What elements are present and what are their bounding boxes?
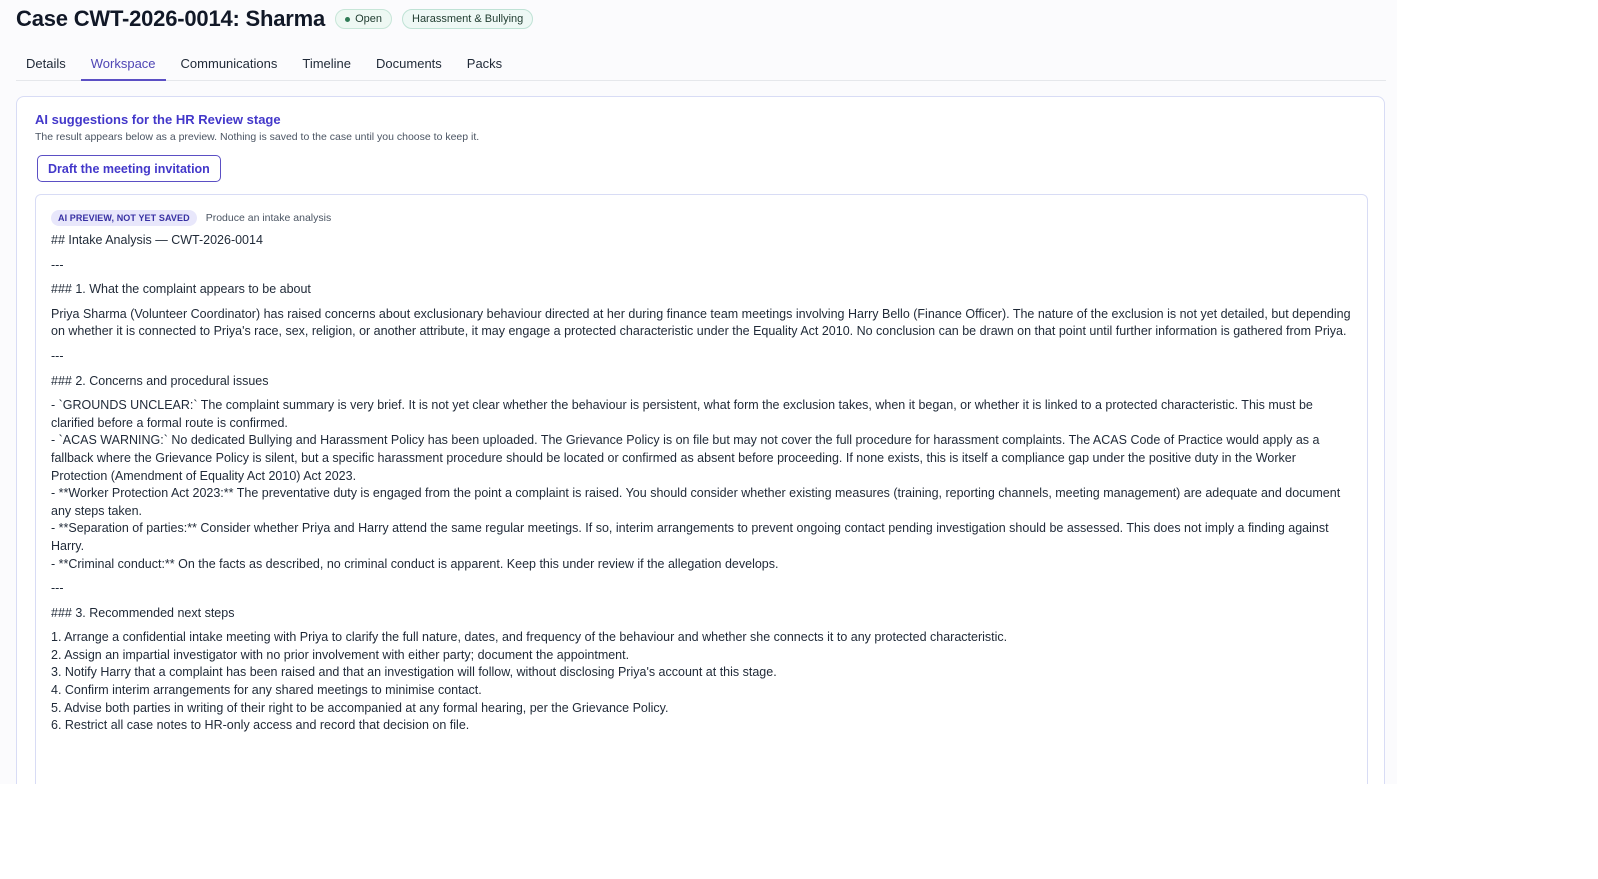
list-item: 6. Restrict all case notes to HR-only access and record that decision on file. — [51, 718, 470, 733]
draft-meeting-invitation-button[interactable]: Draft the meeting invitation — [37, 155, 221, 182]
case-header — [16, 6, 533, 32]
tab-documents[interactable]: Documents — [376, 56, 442, 71]
category-badge: Harassment & Bullying — [402, 9, 533, 29]
list-item: 4. Confirm interim arrangements for any shared meetings to minimise contact. — [51, 683, 482, 698]
list-item: 3. Notify Harry that a complaint has been raised and that an investigation will follow, without disclosing Priya's account at this stage. — [51, 665, 777, 680]
status-badge-label: Open — [355, 13, 382, 25]
preview-content — [51, 232, 1352, 735]
analysis-title: ## Intake Analysis — CWT-2026-0014 — [51, 233, 263, 247]
list-item: 2. Assign an impartial investigator with no prior involvement with either party; document the appointment. — [51, 647, 630, 662]
preview-header — [51, 210, 1352, 226]
tab-packs[interactable]: Packs — [466, 56, 503, 71]
list-item: - **Criminal conduct:** On the facts as described, no criminal conduct is apparent. Keep this under review if the allegation develops. — [51, 556, 779, 571]
preview-mode-label: Produce an intake analysis — [205, 212, 332, 224]
ai-preview-panel — [35, 194, 1368, 784]
list-item: - `ACAS WARNING:` No dedicated Bullying and Harassment Policy has been uploaded. The Grievance Policy is on file but may not cover the full procedure for harassment complaints. The ACAS Code of Practice would apply as a fallback where the Grievance Policy is silent, but a specific harassment procedure should be located or confirmed as absent before proceeding. If none exists, this is itself a compliance gap under the positive duty in the Worker Protection (Amendment of Equality Act 2010) Act 2023. — [51, 433, 1320, 483]
list-item: 1. Arrange a confidential intake meeting with Priya to clarify the full nature, dates, and frequency of the behaviour and whether she connects it to any protected characteristic. — [51, 630, 1008, 645]
list-item: 5. Advise both parties in writing of their right to be accompanied at any formal hearing, per the Grievance Policy. — [51, 700, 669, 715]
tab-details[interactable]: Details — [26, 56, 66, 71]
section-2-heading: ### 2. Concerns and procedural issues — [51, 373, 269, 388]
section-3-heading: ### 3. Recommended next steps — [51, 605, 235, 620]
page-title: Case CWT-2026-0014: Sharma — [16, 6, 326, 31]
tab-workspace[interactable]: Workspace — [81, 48, 166, 81]
section-3-list — [51, 629, 1352, 735]
list-item: - **Separation of parties:** Consider whether Priya and Harry attend the same regular meetings. If so, interim arrangements to prevent ongoing contact pending investigation should be assessed. This does not imply a finding against Harry. — [51, 521, 1329, 553]
ai-suggestions-card — [16, 96, 1385, 784]
ai-suggestions-subtitle: The result appears below as a preview. Nothing is saved to the case until you choose to keep it. — [35, 131, 480, 143]
separator: --- — [51, 581, 64, 596]
list-item: - **Worker Protection Act 2023:** The preventative duty is engaged from the point a complaint is raised. You should consider whether existing measures (training, reporting channels, meeting management) are adequate and document any steps taken. — [51, 486, 1341, 518]
ai-suggestions-heading: AI suggestions for the HR Review stage — [35, 112, 281, 127]
list-item: - `GROUNDS UNCLEAR:` The complaint summary is very brief. It is not yet clear whether the behaviour is persistent, what form the exclusion takes, when it began, or whether it is linked to a protected characteristic. This must be clarified before a formal route is confirmed. — [51, 398, 1313, 430]
separator: --- — [51, 348, 64, 363]
tab-timeline[interactable]: Timeline — [302, 56, 352, 71]
section-1-heading: ### 1. What the complaint appears to be about — [51, 282, 311, 297]
section-1-body: Priya Sharma (Volunteer Coordinator) has raised concerns about exclusionary behaviour directed at her during finance team meetings involving Harry Bello (Finance Officer). The nature of the exclusion is not yet detailed, but depending on whether it is connected to Priya's race, sex, religion, or another attribute, it may engage a protected characteristic under the Equality Act 2010. No conclusion can be drawn on that point until further information is gathered from Priya. — [51, 306, 1351, 339]
status-dot-icon — [345, 17, 350, 22]
ai-preview-badge: AI PREVIEW, NOT YET SAVED — [51, 210, 197, 226]
case-tabs — [16, 48, 1386, 81]
status-badge — [335, 9, 392, 29]
separator: --- — [51, 257, 64, 272]
tab-communications[interactable]: Communications — [180, 56, 278, 71]
section-2-list — [51, 397, 1352, 573]
